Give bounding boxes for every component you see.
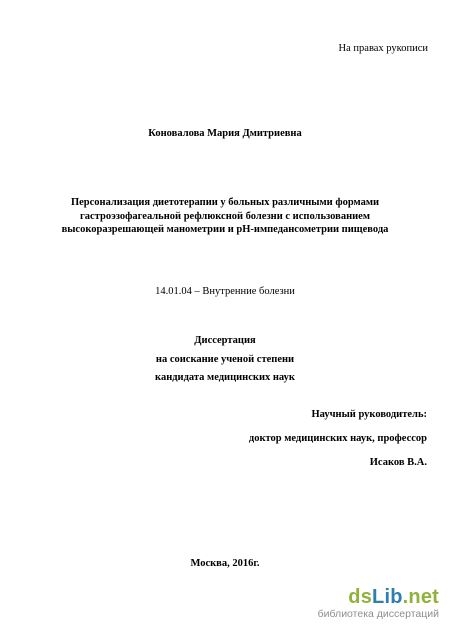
watermark-subtitle: библиотека диссертаций	[317, 608, 439, 620]
supervisor-degree: доктор медицинских наук, профессор	[248, 433, 427, 444]
degree-line: на соискание ученой степени	[155, 353, 295, 365]
title-line: гастроэзофагеальной рефлюксной болезни с использованием	[80, 210, 370, 222]
dslib-watermark	[318, 587, 439, 621]
supervisor-label: Научный руководитель:	[311, 409, 427, 420]
title-line: высокоразрешающей манометрии и рН-импедансометрии пищевода	[61, 224, 389, 235]
author-name: Коновалова Мария Дмитриевна	[148, 128, 302, 139]
dissertation-title	[0, 196, 450, 237]
title-line: Персонализация диетотерапии у больных различными формами	[70, 197, 380, 208]
city-year: Москва, 2016г.	[190, 558, 260, 569]
degree-statement	[0, 332, 450, 388]
dslib-logo	[318, 587, 439, 607]
degree-line: Диссертация	[194, 335, 256, 346]
rights-note: На правах рукописи	[338, 43, 428, 54]
logo-part-net: .net	[402, 586, 439, 608]
logo-part-lib: Lib	[372, 586, 403, 608]
specialty: 14.01.04 – Внутренние болезни	[155, 286, 295, 297]
degree-line: кандидата медицинских наук	[155, 372, 295, 383]
logo-part-ds: ds	[348, 586, 373, 608]
supervisor-name: Исаков В.А.	[369, 457, 427, 468]
